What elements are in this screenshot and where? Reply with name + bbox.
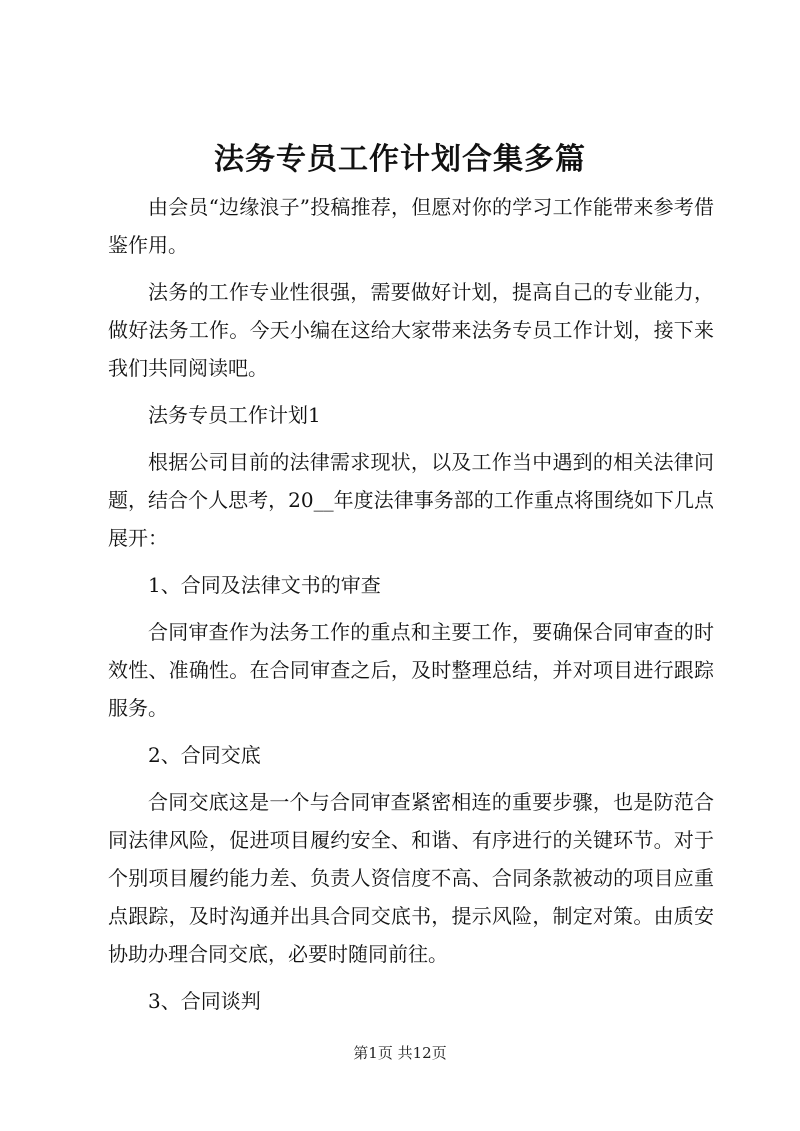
section-heading: 3、合同谈判	[148, 989, 261, 1013]
body-paragraph: 合同交底这是一个与合同审查紧密相连的重要步骤，也是防范合同法律风险，促进项目履约安全、和谐、有序进行的关键环节。对于个别项目履约能力差、负责人资信度不高、合同条款被动的项目应重点跟踪，及时沟通并出具合同交底书，提示风险，制定对策。由质安协助办理合同交底，必要时随同前往。	[108, 790, 714, 966]
page-footer	[0, 1043, 800, 1063]
body-paragraph: 根据公司目前的法律需求现状，以及工作当中遇到的相关法律问题，结合个人思考，20__年度法律事务部的工作重点将围绕如下几点展开：	[108, 450, 714, 550]
document-title: 法务专员工作计划合集多篇	[214, 142, 586, 177]
intro-paragraph: 由会员“边缘浪子”投稿推荐，但愿对你的学习工作能带来参考借鉴作用。	[108, 195, 714, 257]
section-heading: 2、合同交底	[148, 743, 261, 767]
body-paragraph: 法务的工作专业性很强，需要做好计划，提高自己的专业能力，做好法务工作。今天小编在这给大家带来法务专员工作计划，接下来我们共同阅读吧。	[108, 280, 714, 380]
section-heading: 1、合同及法律文书的审查	[148, 573, 381, 597]
body-paragraph: 合同审查作为法务工作的重点和主要工作，要确保合同审查的时效性、准确性。在合同审查之后，及时整理总结，并对项目进行跟踪服务。	[108, 620, 714, 720]
page-number: 第1页 共12页	[353, 1044, 447, 1062]
document-body	[108, 188, 714, 1029]
section-heading: 法务专员工作计划1	[148, 403, 321, 427]
